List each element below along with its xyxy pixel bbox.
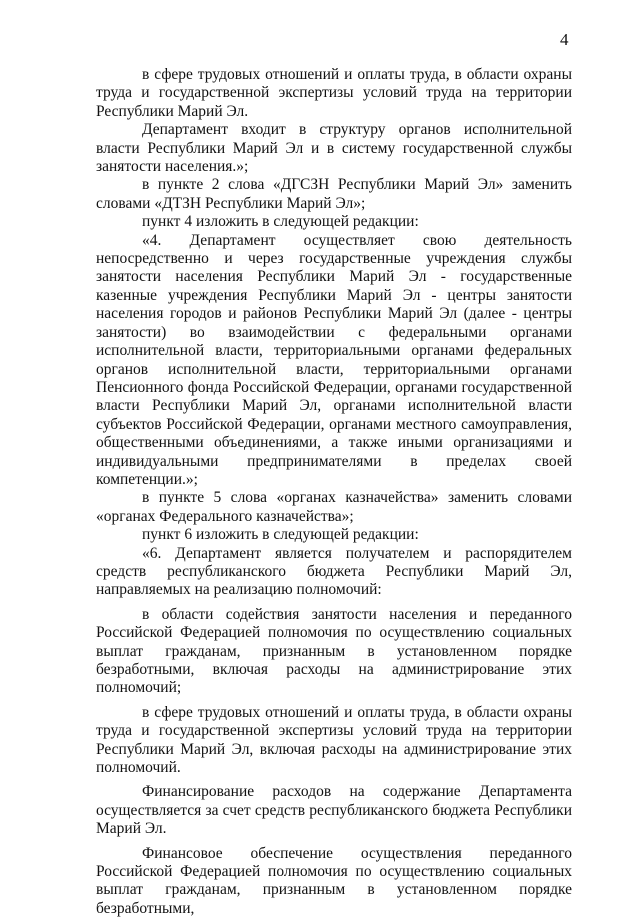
paragraph: в пункте 5 слова «органах казначейства» заменить словами «органах Федерального казначейства»;	[96, 489, 572, 525]
document-body	[96, 66, 572, 918]
paragraph: «6. Департамент является получателем и распорядителем средств республиканского бюджета Республики Марий Эл, направляемых на реализацию полномочий:	[96, 544, 572, 599]
paragraph: Финансовое обеспечение осуществления переданного Российской Федерацией полномочия по осуществлению социальных выплат гражданам, признанным в установленном порядке безработными,	[96, 844, 572, 917]
paragraph: «4. Департамент осуществляет свою деятельность непосредственно и через государственные учреждения службы занятости населения Республики Марий Эл - государственные казенные учреждения Республики Марий Эл - центры занятости населения городов и районов Республики Марий Эл (далее - центры занятости) во взаимодействии с федеральными органами исполнительной власти, территориальными органами федеральных органов исполнительной власти, территориальными органами Пенсионного фонда Российской Федерации, органами государственной власти Республики Марий Эл, органами исполнительной власти субъектов Российской Федерации, органами местного самоуправления, общественными объединениями, а также иными организациями и индивидуальными предпринимателями в пределах своей компетенции.»;	[96, 231, 572, 488]
page-number: 4	[560, 30, 569, 49]
paragraph: в сфере трудовых отношений и оплаты труда, в области охраны труда и государственной экспертизы условий труда на территории Республики Марий Эл, включая расходы на администрирование этих полномочий.	[96, 703, 572, 777]
paragraph: в области содействия занятости населения и переданного Российской Федерацией полномочия по осуществлению социальных выплат гражданам, признанным в установленном порядке безработными, включая расходы на администрирование этих полномочий;	[96, 605, 572, 697]
paragraph: Финансирование расходов на содержание Департамента осуществляется за счет средств республиканского бюджета Республики Марий Эл.	[96, 783, 572, 838]
paragraph: в сфере трудовых отношений и оплаты труда, в области охраны труда и государственной экспертизы условий труда на территории Республики Марий Эл.	[96, 66, 572, 120]
paragraph: пункт 4 изложить в следующей редакции:	[142, 213, 419, 231]
paragraph: в пункте 2 слова «ДГСЗН Республики Марий Эл» заменить словами «ДТЗН Республики Марий Эл»;	[96, 176, 572, 212]
paragraph: Департамент входит в структуру органов исполнительной власти Республики Марий Эл и в систему государственной службы занятости населения.»;	[96, 121, 572, 176]
paragraph: пункт 6 изложить в следующей редакции:	[142, 526, 419, 544]
